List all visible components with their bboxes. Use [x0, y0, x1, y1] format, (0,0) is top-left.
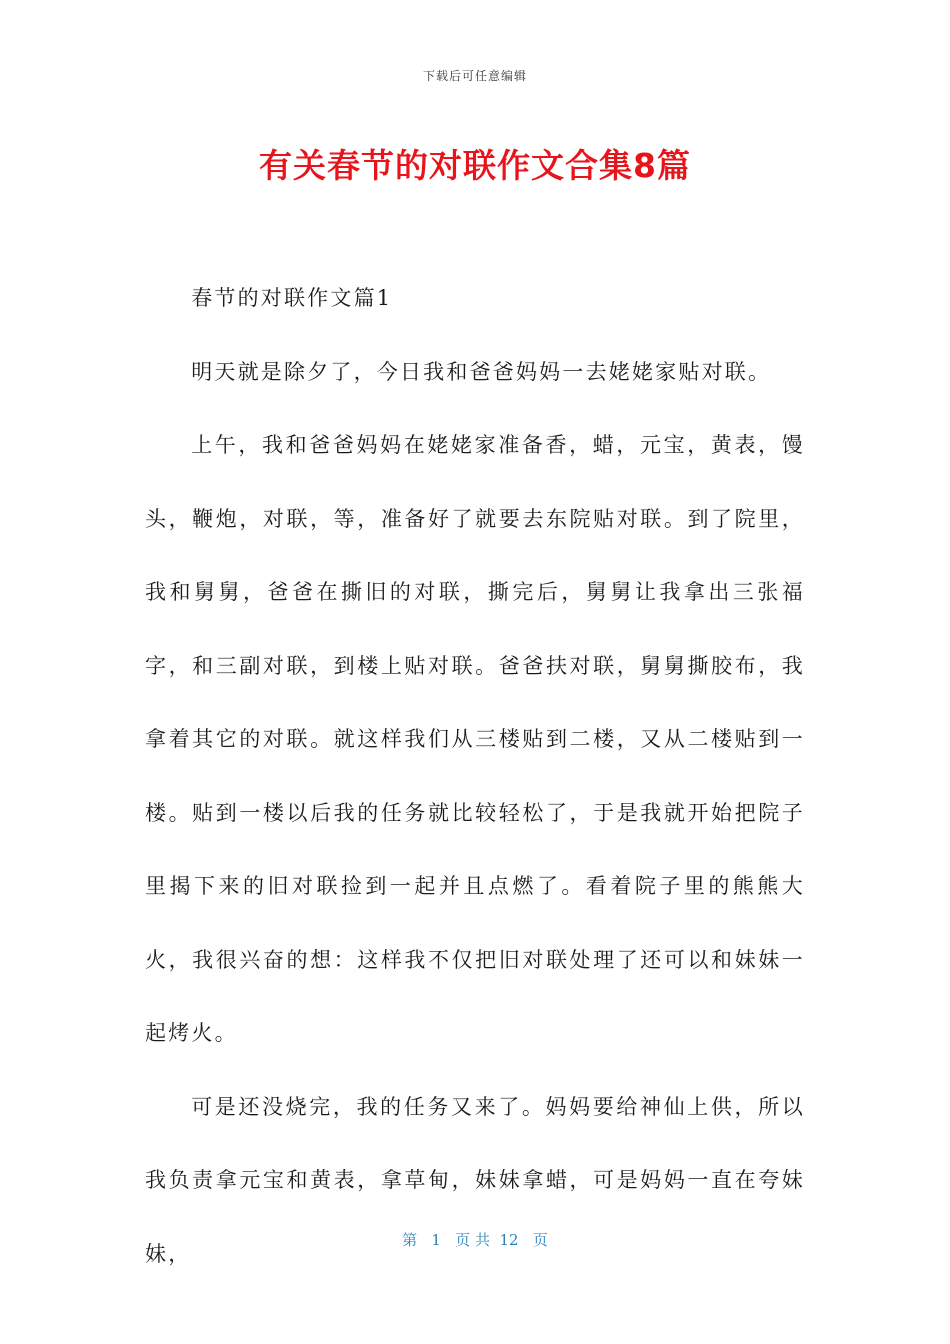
paragraph-3: 可是还没烧完，我的任务又来了。妈妈要给神仙上供，所以我负责拿元宝和黄表，拿草甸，妹妹拿蜡，可是妈妈一直在夸妹妹， [145, 1094, 805, 1266]
page-header-note: 下载后可任意编辑 [422, 69, 527, 83]
paragraph-2: 上午，我和爸爸妈妈在姥姥家准备香，蜡，元宝，黄表，馒头，鞭炮，对联，等，准备好了就要去东院贴对联。到了院里，我和舅舅，爸爸在撕旧的对联，撕完后，舅舅让我拿出三张福字，和三副对联，到楼上贴对联。爸爸扶对联，舅舅撕胶布，我拿着其它的对联。就这样我们从三楼贴到二楼，又从二楼贴到一楼。贴到一楼以后我的任务就比较轻松了，于是我就开始把院子里揭下来的旧对联捡到一起并且点燃了。看着院子里的熊熊大火，我很兴奋的想：这样我不仅把旧对联处理了还可以和妹妹一起烤火。 [145, 433, 805, 1045]
paragraph-1: 明天就是除夕了，今日我和爸爸妈妈一去姥姥家贴对联。 [191, 359, 772, 384]
document-title: 有关春节的对联作文合集8篇 [259, 146, 691, 185]
page-number-footer: 第 1 页 共 12 页 [402, 1231, 548, 1249]
document-body [145, 262, 805, 1291]
section-heading: 春节的对联作文篇1 [191, 286, 393, 310]
